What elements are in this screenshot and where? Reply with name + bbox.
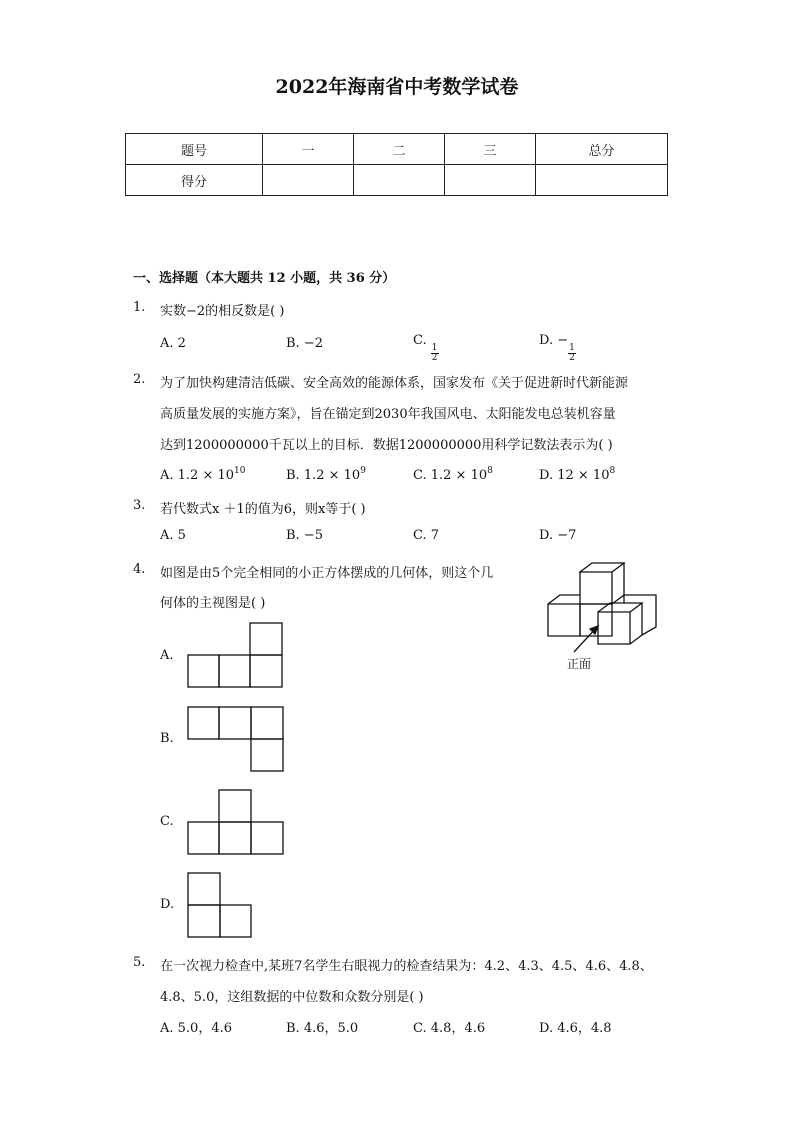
option-a-figure[interactable]: [187, 622, 287, 692]
option-b-figure[interactable]: [187, 706, 287, 776]
question-text-line: 在一次视力检查中,某班7名学生右眼视力的检查结果为：4.2、4.3、4.5、4.6、4.8、: [160, 959, 653, 974]
option-d-figure[interactable]: [187, 872, 267, 942]
fraction-denominator: 2: [569, 353, 575, 363]
option-a[interactable]: A. 2: [160, 336, 186, 351]
question-text-line: 达到1200000000千瓦以上的目标．数据1200000000用科学记数法表示为( ): [160, 438, 613, 453]
header-cell: 二: [354, 134, 445, 165]
score-cell[interactable]: [263, 165, 354, 196]
exponent: 9: [360, 466, 366, 476]
option-b[interactable]: B.: [160, 731, 174, 746]
top-cube: [580, 563, 624, 604]
option-text: B. 1.2 × 10: [286, 468, 361, 483]
option-label: C.: [413, 333, 427, 348]
header-cell: 三: [445, 134, 536, 165]
exponent: 10: [234, 466, 246, 476]
exponent: 8: [609, 466, 616, 476]
figure-label: 正面: [567, 657, 592, 671]
exam-title: 2022年海南省中考数学试卷: [275, 76, 519, 98]
fraction: [431, 344, 439, 363]
fraction-denominator: 2: [431, 353, 438, 363]
question-number: 2.: [133, 372, 146, 387]
fraction: [568, 344, 576, 363]
option-c-figure[interactable]: [187, 789, 287, 859]
option-d[interactable]: [539, 333, 576, 363]
option-a[interactable]: A. 5: [160, 528, 186, 543]
question-number: 5.: [133, 955, 146, 970]
question-number: 3.: [133, 498, 146, 513]
question-text-line: 何体的主视图是( ): [160, 596, 266, 611]
option-label: D. −: [539, 333, 569, 348]
score-table-score-row: [126, 165, 668, 196]
section-heading: 一、选择题（本大题共 12 小题，共 36 分）: [133, 271, 396, 286]
option-text: D. 12 × 10: [539, 468, 610, 483]
header-cell: 总分: [536, 134, 668, 165]
question-text: 实数−2的相反数是( ): [160, 304, 285, 319]
question-number: 1.: [133, 300, 146, 315]
option-d[interactable]: D.: [160, 897, 175, 912]
option-d[interactable]: D. 4.6，4.8: [539, 1021, 612, 1036]
option-c[interactable]: C. 4.8，4.6: [413, 1021, 486, 1036]
option-a[interactable]: A. 5.0，4.6: [160, 1021, 233, 1036]
option-c[interactable]: C. 7: [413, 528, 440, 543]
question-number: 4.: [133, 562, 146, 577]
option-c[interactable]: C.: [160, 814, 174, 829]
option-d[interactable]: [539, 466, 615, 483]
score-table: [125, 133, 668, 196]
header-cell: 题号: [126, 134, 263, 165]
left-cube: [548, 595, 580, 636]
option-text: C. 1.2 × 10: [413, 468, 488, 483]
question-text: 若代数式x ＋1的值为6，则x等于( ): [160, 502, 366, 517]
right-cube: [624, 595, 656, 635]
option-b[interactable]: [286, 466, 366, 483]
question-text-line: 如图是由5个完全相同的小正方体摆成的几何体，则这个几: [160, 566, 494, 581]
score-cell[interactable]: [445, 165, 536, 196]
option-c[interactable]: [413, 466, 493, 483]
option-b[interactable]: B. 4.6，5.0: [286, 1021, 359, 1036]
option-text: A. 1.2 × 10: [160, 468, 235, 483]
option-b[interactable]: B. −2: [286, 336, 323, 351]
option-c[interactable]: [413, 333, 439, 363]
cube-figure: [540, 560, 670, 660]
question-text-line: 4.8、5.0，这组数据的中位数和众数分别是( ): [160, 990, 424, 1005]
fraction-numerator: 1: [569, 343, 575, 353]
score-cell[interactable]: [354, 165, 445, 196]
score-cell[interactable]: [536, 165, 668, 196]
fraction-numerator: 1: [431, 343, 438, 353]
option-a[interactable]: [160, 466, 245, 483]
row-label-cell: 得分: [126, 165, 263, 196]
option-d[interactable]: D. −7: [539, 528, 577, 543]
front-cube: [598, 603, 642, 644]
exponent: 8: [487, 466, 493, 476]
option-a[interactable]: A.: [160, 648, 174, 663]
question-text-line: 为了加快构建清洁低碳、安全高效的能源体系，国家发布《关于促进新时代新能源: [160, 376, 629, 391]
header-cell: 一: [263, 134, 354, 165]
score-table-header-row: [126, 134, 668, 165]
option-b[interactable]: B. −5: [286, 528, 323, 543]
question-text-line: 高质量发展的实施方案》，旨在锚定到2030年我国风电、太阳能发电总装机容量: [160, 407, 616, 422]
